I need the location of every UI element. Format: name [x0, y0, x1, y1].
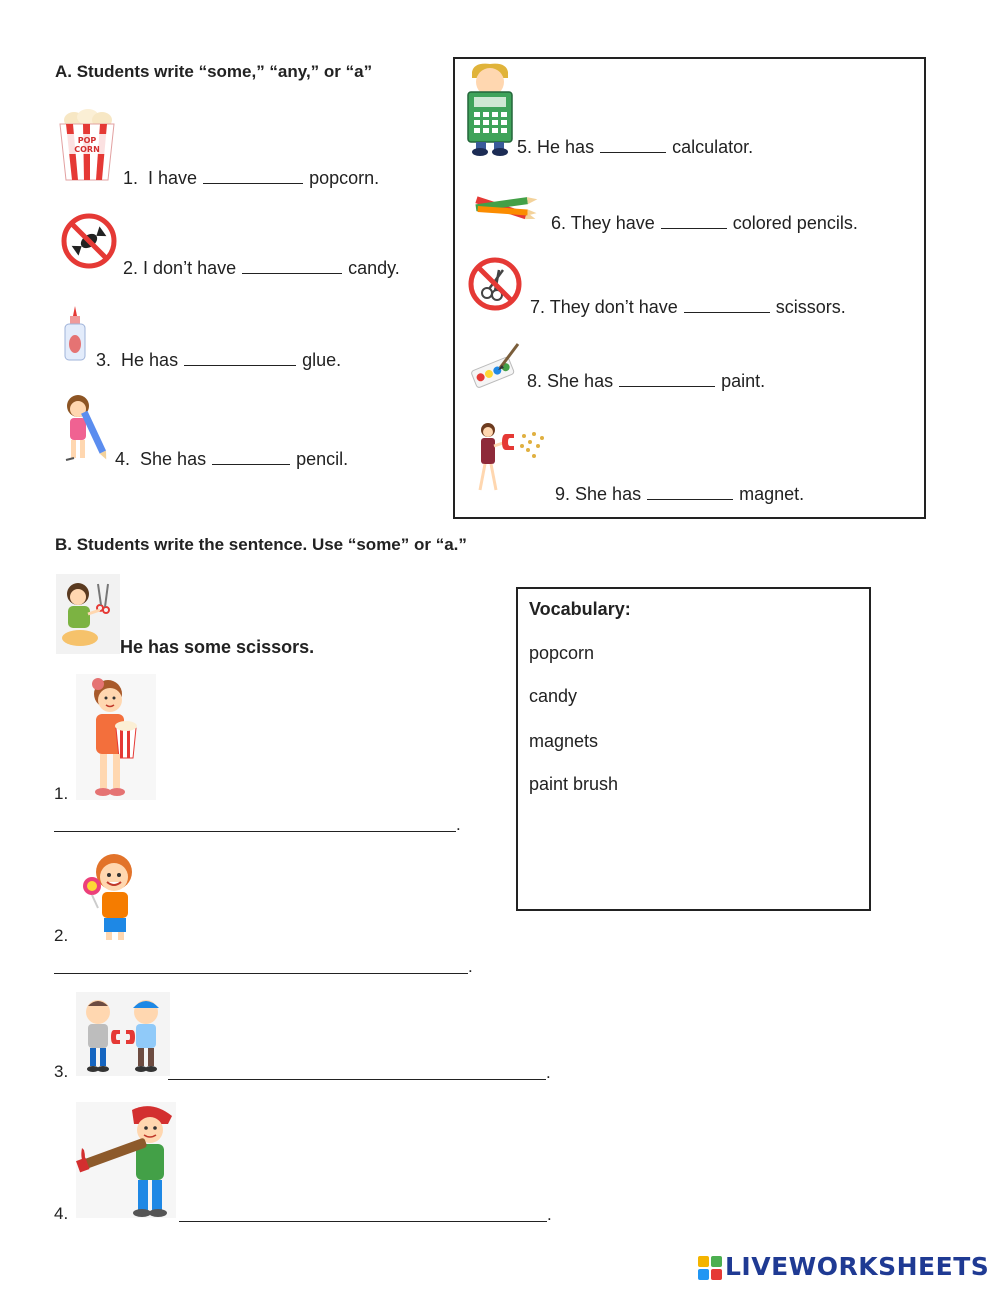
- question-a5-before: He has: [537, 137, 595, 157]
- question-b4-num: 4.: [54, 1204, 69, 1223]
- magnet-woman-icon: [472, 420, 548, 496]
- question-a6-before: They have: [570, 213, 655, 233]
- question-a1-before: I have: [148, 168, 198, 188]
- svg-text:POP: POP: [77, 136, 97, 145]
- answer-line-b2[interactable]: [54, 973, 468, 974]
- question-a3-before: He has: [121, 350, 179, 370]
- question-a1-num: 1.: [123, 168, 139, 188]
- question-a4: [115, 449, 348, 470]
- answer-blank-a8[interactable]: [619, 372, 715, 387]
- no-scissors-icon: [467, 256, 523, 312]
- glue-icon: [62, 304, 88, 362]
- question-a9: [555, 484, 804, 505]
- vocabulary-item: popcorn: [529, 643, 595, 663]
- question-b2-num: 2.: [54, 926, 69, 945]
- question-a4-before: She has: [140, 449, 207, 469]
- question-b1-num: 1.: [54, 784, 69, 803]
- svg-text:CORN: CORN: [74, 145, 100, 154]
- answer-blank-a4[interactable]: [212, 450, 290, 465]
- paint-palette-icon: [470, 340, 522, 392]
- question-a1-after: popcorn.: [309, 168, 380, 188]
- girl-pencil-icon: [56, 392, 110, 464]
- boy-lollipop-icon: [80, 850, 144, 942]
- answer-line-b1[interactable]: [54, 831, 456, 832]
- answer-period-b4: .: [547, 1205, 552, 1224]
- question-a5: [517, 137, 753, 158]
- question-b3-num: 3.: [54, 1062, 69, 1081]
- liveworksheets-logo-icon: [698, 1256, 722, 1280]
- answer-blank-a3[interactable]: [184, 351, 296, 366]
- vocabulary-title: Vocabulary:: [529, 599, 631, 619]
- question-a4-after: pencil.: [296, 449, 349, 469]
- boy-paintbrush-icon: [76, 1102, 176, 1218]
- answer-line-b4[interactable]: [179, 1221, 547, 1222]
- question-a5-num: 5.: [517, 137, 533, 157]
- question-a2-before: I don’t have: [143, 258, 237, 278]
- vocabulary-item: candy: [529, 686, 578, 706]
- answer-period-b2: .: [468, 957, 473, 976]
- question-a3: [96, 350, 341, 371]
- question-a6-num: 6.: [551, 213, 567, 233]
- answer-blank-a9[interactable]: [647, 485, 733, 500]
- answer-blank-a6[interactable]: [661, 214, 727, 229]
- question-a2-after: candy.: [348, 258, 400, 278]
- vocabulary-item: paint brush: [529, 774, 619, 794]
- no-candy-icon: [60, 212, 118, 270]
- boys-magnet-icon: [76, 992, 170, 1076]
- question-a4-num: 4.: [115, 449, 131, 469]
- answer-blank-a5[interactable]: [600, 138, 666, 153]
- vocabulary-item: magnets: [529, 731, 599, 751]
- question-a8-before: She has: [547, 371, 614, 391]
- question-a3-after: glue.: [302, 350, 342, 370]
- question-a1: [123, 168, 379, 189]
- answer-period-b3: .: [546, 1063, 551, 1082]
- colored-pencils-icon: [472, 186, 542, 226]
- answer-blank-a2[interactable]: [242, 259, 342, 274]
- section-b-heading: B. Students write the sentence. Use “some” or “a.”: [55, 535, 467, 554]
- section-a-heading: A. Students write “some,” “any,” or “a”: [55, 62, 373, 81]
- answer-blank-a1[interactable]: [203, 169, 303, 184]
- boy-scissors-icon: [56, 574, 120, 654]
- question-a7: [530, 297, 846, 318]
- question-a8-num: 8.: [527, 371, 543, 391]
- question-a9-after: magnet.: [739, 484, 805, 504]
- question-a8-after: paint.: [721, 371, 766, 391]
- answer-period-b1: .: [456, 815, 461, 834]
- question-a5-after: calculator.: [672, 137, 754, 157]
- question-a6: [551, 213, 858, 234]
- calculator-icon: [464, 62, 516, 156]
- girl-popcorn-icon: [76, 674, 156, 800]
- question-a3-num: 3.: [96, 350, 112, 370]
- question-a6-after: colored pencils.: [732, 213, 858, 233]
- question-a9-before: She has: [575, 484, 642, 504]
- question-a7-after: scissors.: [775, 297, 846, 317]
- liveworksheets-logo[interactable]: LIVEWORKSHEETS: [725, 1252, 990, 1281]
- question-a2-num: 2.: [123, 258, 139, 278]
- question-a8: [527, 371, 765, 392]
- question-a2: [123, 258, 400, 279]
- example-sentence: He has some scissors.: [120, 637, 315, 657]
- question-a7-before: They don’t have: [549, 297, 678, 317]
- answer-line-b3[interactable]: [168, 1079, 546, 1080]
- answer-blank-a7[interactable]: [684, 298, 770, 313]
- question-a9-num: 9.: [555, 484, 571, 504]
- popcorn-icon: [56, 108, 118, 182]
- question-a7-num: 7.: [530, 297, 546, 317]
